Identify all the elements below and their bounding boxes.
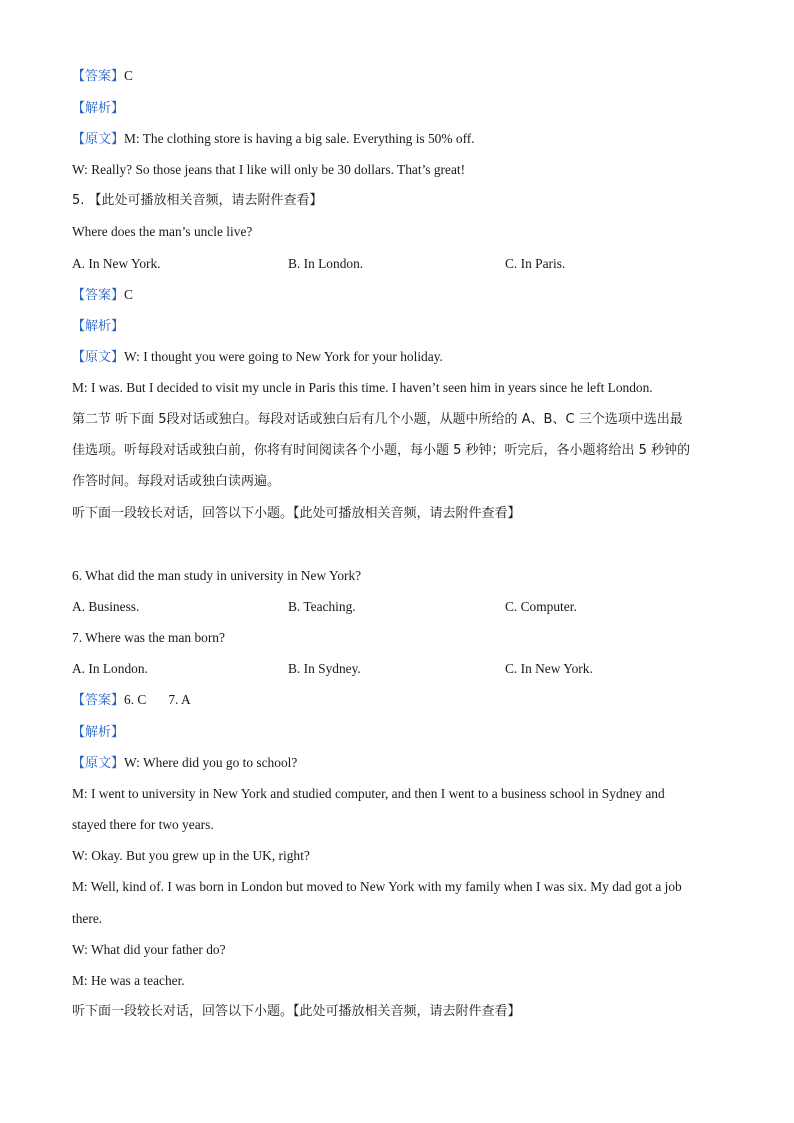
q4-transcript-line <box>72 131 734 148</box>
q67-transcript-3: stayed there for two years. <box>72 817 214 832</box>
q5-options <box>72 256 734 272</box>
q6-option-c: C. Computer. <box>505 599 577 614</box>
q67-transcript-5: M: Well, kind of. I was born in London but moved to New York with my family when I was six. My dad got a job <box>72 879 682 894</box>
q4-transcript-1: M: The clothing store is having a big sale. Everything is 50% off. <box>124 131 475 146</box>
q5-transcript-2: M: I was. But I decided to visit my uncle in Paris this time. I haven’t seen him in years since he left London. <box>72 380 653 395</box>
answer-tag: 【答案】 <box>72 288 125 303</box>
section2-line-2: 佳选项。听每段对话或独白前，你将有时间阅读各个小题，每小题 5 秒钟；听完后，各小题将给出 5 秒钟的 <box>72 443 691 458</box>
analysis-tag: 【解析】 <box>72 725 125 740</box>
transcript-tag: 【原文】 <box>72 350 125 365</box>
q4-answer: C <box>124 68 133 83</box>
transcript-tag: 【原文】 <box>72 756 125 771</box>
q5-header: 5. 【此处可播放相关音频，请去附件查看】 <box>72 193 323 208</box>
q7-option-b: B. In Sydney. <box>288 661 361 676</box>
q5-answer: C <box>124 287 133 302</box>
q6-options <box>72 599 734 615</box>
q4-answer-line <box>72 68 734 85</box>
q7-question: 7. Where was the man born? <box>72 630 225 645</box>
answer-tag: 【答案】 <box>72 69 125 84</box>
q6-question: 6. What did the man study in university in New York? <box>72 568 362 583</box>
q67-transcript-4: W: Okay. But you grew up in the UK, right? <box>72 848 310 863</box>
q5-option-b: B. In London. <box>288 256 364 271</box>
q7-options <box>72 661 734 677</box>
q67-transcript-2: M: I went to university in New York and studied computer, and then I went to a business school in Sydney and <box>72 786 665 801</box>
answer-tag: 【答案】 <box>72 693 125 708</box>
section2-line-1: 第二节 听下面 5段对话或独白。每段对话或独白后有几个小题，从题中所给的 A、B、C 三个选项中选出最 <box>72 412 683 427</box>
section2-instruction: 听下面一段较长对话，回答以下小题。【此处可播放相关音频，请去附件查看】 <box>72 506 521 521</box>
q7-option-c: C. In New York. <box>505 661 593 676</box>
q5-analysis-line <box>72 318 734 335</box>
q5-transcript-line <box>72 349 734 366</box>
q67-transcript-1: W: Where did you go to school? <box>124 755 298 770</box>
q7-option-a: A. In London. <box>72 661 148 676</box>
section2-line-3: 作答时间。每段对话或独白读两遍。 <box>72 474 281 489</box>
q5-option-c: C. In Paris. <box>505 256 566 271</box>
q4-transcript-2: W: Really? So those jeans that I like will only be 30 dollars. That’s great! <box>72 162 466 177</box>
q5-answer-line <box>72 287 734 304</box>
next-section-instruction: 听下面一段较长对话，回答以下小题。【此处可播放相关音频，请去附件查看】 <box>72 1004 521 1019</box>
q5-option-a: A. In New York. <box>72 256 161 271</box>
analysis-tag: 【解析】 <box>72 319 125 334</box>
q4-analysis-line <box>72 100 734 117</box>
transcript-tag: 【原文】 <box>72 132 125 147</box>
q6-option-a: A. Business. <box>72 599 140 614</box>
q67-transcript-line <box>72 755 734 772</box>
q67-transcript-6: there. <box>72 911 103 926</box>
analysis-tag: 【解析】 <box>72 101 125 116</box>
q67-answer-line <box>72 692 734 709</box>
q67-transcript-8: M: He was a teacher. <box>72 973 185 988</box>
q7-answer: 7. A <box>168 692 191 707</box>
q67-analysis-line <box>72 724 734 741</box>
q6-option-b: B. Teaching. <box>288 599 356 614</box>
q5-transcript-1: W: I thought you were going to New York for your holiday. <box>124 349 443 364</box>
q67-transcript-7: W: What did your father do? <box>72 942 226 957</box>
q6-answer: 6. C <box>124 692 147 707</box>
q5-question: Where does the man’s uncle live? <box>72 224 253 239</box>
